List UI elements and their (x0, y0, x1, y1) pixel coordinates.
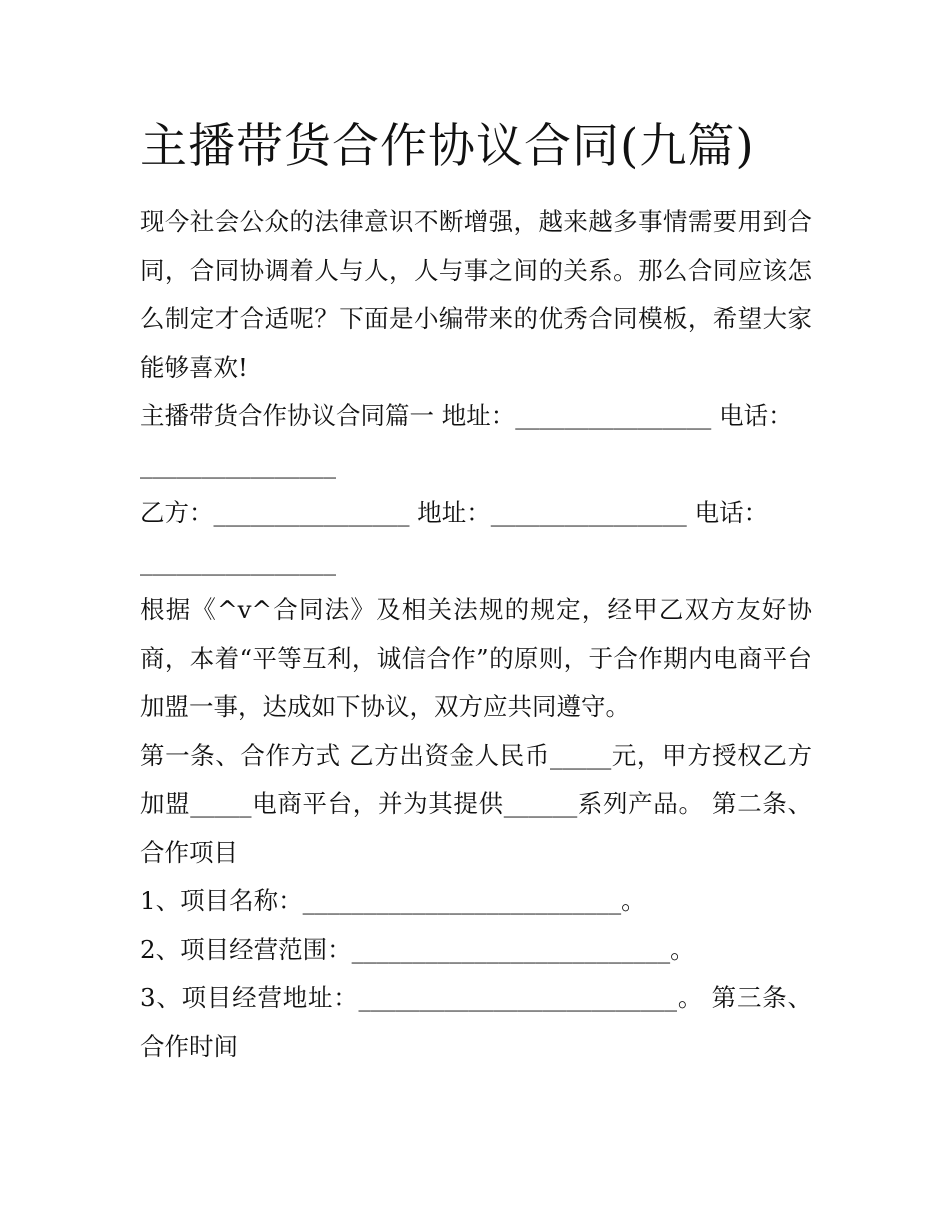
legal-basis-paragraph: 根据《^v^合同法》及相关法规的规定，经甲乙双方友好协商，本着“平等互利，诚信合作”的原则，于合作期内电商平台加盟一事，达成如下协议，双方应共同遵守。 (140, 595, 812, 721)
project-name-paragraph: 1、项目名称：__________________________。 (140, 886, 646, 915)
project-scope-paragraph: 2、项目经营范围：__________________________。 (140, 934, 695, 964)
project-address-paragraph: 3、项目经营地址：__________________________。 第三条、合作时间 (140, 983, 812, 1061)
party-b-info-paragraph: 乙方：________________ 地址：________________ 电话：________________ (140, 498, 769, 576)
document-title: 主播带货合作协议合同(九篇) (140, 119, 755, 174)
article-one-paragraph: 第一条、合作方式 乙方出资金人民币_____元，甲方授权乙方加盟_____电商平台，并为其提供______系列产品。 第二条、合作项目 (140, 740, 812, 867)
intro-paragraph: 现今社会公众的法律意识不断增强，越来越多事情需要用到合同，合同协调着人与人，人与事之间的关系。那么合同应该怎么制定才合适呢？下面是小编带来的优秀合同模板，希望大家能够喜欢! (140, 207, 812, 382)
party-a-info-paragraph: 主播带货合作协议合同篇一 地址：________________ 电话：________________ (140, 401, 793, 479)
document-body (140, 198, 812, 1071)
